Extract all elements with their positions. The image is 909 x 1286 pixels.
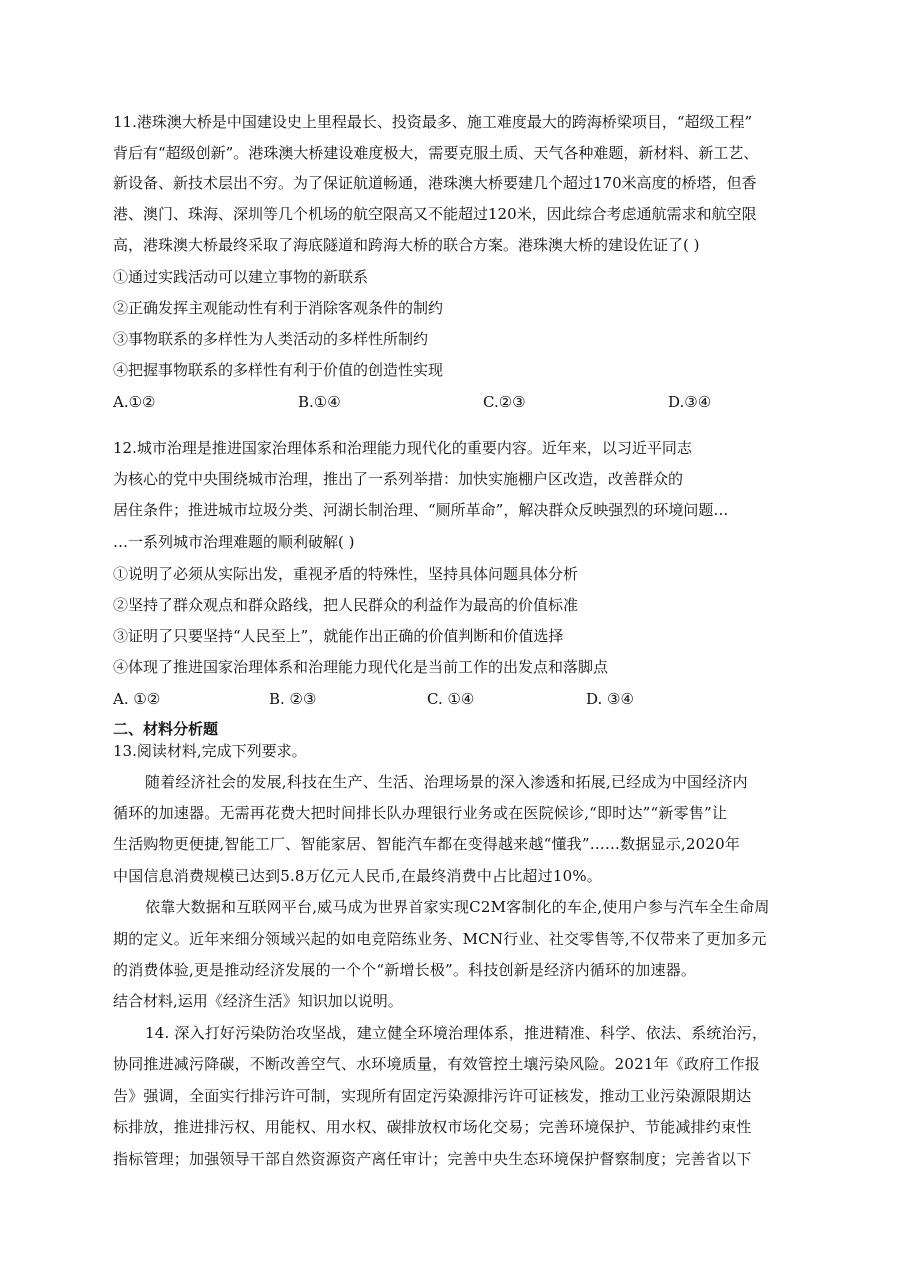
q13-para1-line-3: 生活购物更便捷,智能工厂、智能家居、智能汽车都在变得越来越“懂我”……数据显示,2020年 [113, 835, 741, 853]
q12-item-2: ②坚持了群众观点和群众路线，把人民群众的利益作为最高的价值标准 [113, 596, 579, 614]
q13-para1-line-4: 中国信息消费规模已达到5.8万亿元人民币,在最终消费中占比超过10%。 [113, 867, 602, 885]
q14-line-4: 标排放，推进排污权、用能权、用水权、碳排放权市场化交易；完善环境保护、节能减排约束性 [113, 1118, 752, 1136]
q12-option-d: D. ③④ [586, 690, 634, 708]
q12-option-b: B. ②③ [269, 690, 317, 708]
q12-line-2: 为核心的党中央围绕城市治理，推出了一系列举措：加快实施棚户区改造，改善群众的 [113, 470, 684, 488]
q11-item-4: ④把握事物联系的多样性有利于价值的创造性实现 [113, 361, 444, 379]
q14-line-1: 14. 深入打好污染防治攻坚战，建立健全环境治理体系，推进精准、科学、依法、系统治污， [145, 1024, 768, 1042]
q11-item-3: ③事物联系的多样性为人类活动的多样性所制约 [113, 330, 429, 348]
section-heading: 二、材料分析题 [113, 720, 219, 738]
q11-option-b: B.①④ [298, 393, 341, 411]
q12-item-1: ①说明了必须从实际出发，重视矛盾的特殊性，坚持具体问题具体分析 [113, 565, 579, 583]
q11-item-1: ①通过实践活动可以建立事物的新联系 [113, 268, 369, 286]
q12-item-3: ③证明了只要坚持“人民至上”，就能作出正确的价值判断和价值选择 [113, 627, 564, 645]
q12-line-1: 12.城市治理是推进国家治理体系和治理能力现代化的重要内容。近年来，以习近平同志 [113, 439, 692, 457]
q11-line-4: 港、澳门、珠海、深圳等几个机场的航空限高又不能超过120米，因此综合考虑通航需求和航空限 [113, 205, 757, 223]
q11-option-a: A.①② [113, 393, 156, 411]
q14-line-5: 指标管理；加强领导干部自然资源资产离任审计；完善中央生态环境保护督察制度；完善省以下 [113, 1150, 752, 1168]
q13-para2-line-3: 的消费体验,更是推动经济发展的一个个“新增长极”。科技创新是经济内循环的加速器。 [113, 961, 697, 979]
q13-task: 结合材料,运用《经济生活》知识加以说明。 [113, 992, 403, 1010]
q11-option-c: C.②③ [483, 393, 526, 411]
q11-option-d: D.③④ [668, 393, 712, 411]
q14-line-2: 协同推进减污降碳，不断改善空气、水环境质量，有效管控土壤污染风险。2021年《政府工作报 [113, 1055, 760, 1073]
q13-title: 13.阅读材料,完成下列要求。 [113, 742, 307, 760]
q11-item-2: ②正确发挥主观能动性有利于消除客观条件的制约 [113, 299, 444, 317]
q12-option-c: C. ①④ [427, 690, 475, 708]
q13-para1-line-1: 随着经济社会的发展,科技在生产、生活、治理场景的深入渗透和拓展,已经成为中国经济内 [145, 773, 748, 791]
q11-line-1: 11.港珠澳大桥是中国建设史上里程最长、投资最多、施工难度最大的跨海桥梁项目，“超级工程” [113, 113, 753, 131]
q13-para1-line-2: 循环的加速器。无需再花费大把时间排长队办理银行业务或在医院候诊,“即时达”“新零售”让 [113, 804, 728, 822]
q11-line-2: 背后有“超级创新”。港珠澳大桥建设难度极大，需要克服土质、天气各种难题，新材料、新工艺、 [113, 144, 759, 162]
q12-line-4: …一系列城市治理难题的顺利破解( ) [113, 533, 355, 551]
q12-option-a: A. ①② [113, 690, 161, 708]
q14-line-3: 告》强调，全面实行排污许可制，实现所有固定污染源排污许可证核发，推动工业污染源限期达 [113, 1087, 752, 1105]
q11-line-5: 高，港珠澳大桥最终采取了海底隧道和跨海大桥的联合方案。港珠澳大桥的建设佐证了( ) [113, 236, 700, 254]
q12-line-3: 居住条件；推进城市垃圾分类、河湖长制治理、“厕所革命”，解决群众反映强烈的环境问题… [113, 501, 729, 519]
q11-line-3: 新设备、新技术层出不穷。为了保证航道畅通，港珠澳大桥要建几个超过170米高度的桥塔，但香 [113, 174, 757, 192]
q12-item-4: ④体现了推进国家治理体系和治理能力现代化是当前工作的出发点和落脚点 [113, 658, 609, 676]
q13-para2-line-2: 期的定义。近年来细分领域兴起的如电竞陪练业务、MCN行业、社交零售等,不仅带来了更加多元 [113, 930, 767, 948]
q13-para2-line-1: 依靠大数据和互联网平台,威马成为世界首家实现C2M客制化的车企,使用户参与汽车全生命周 [145, 898, 770, 916]
